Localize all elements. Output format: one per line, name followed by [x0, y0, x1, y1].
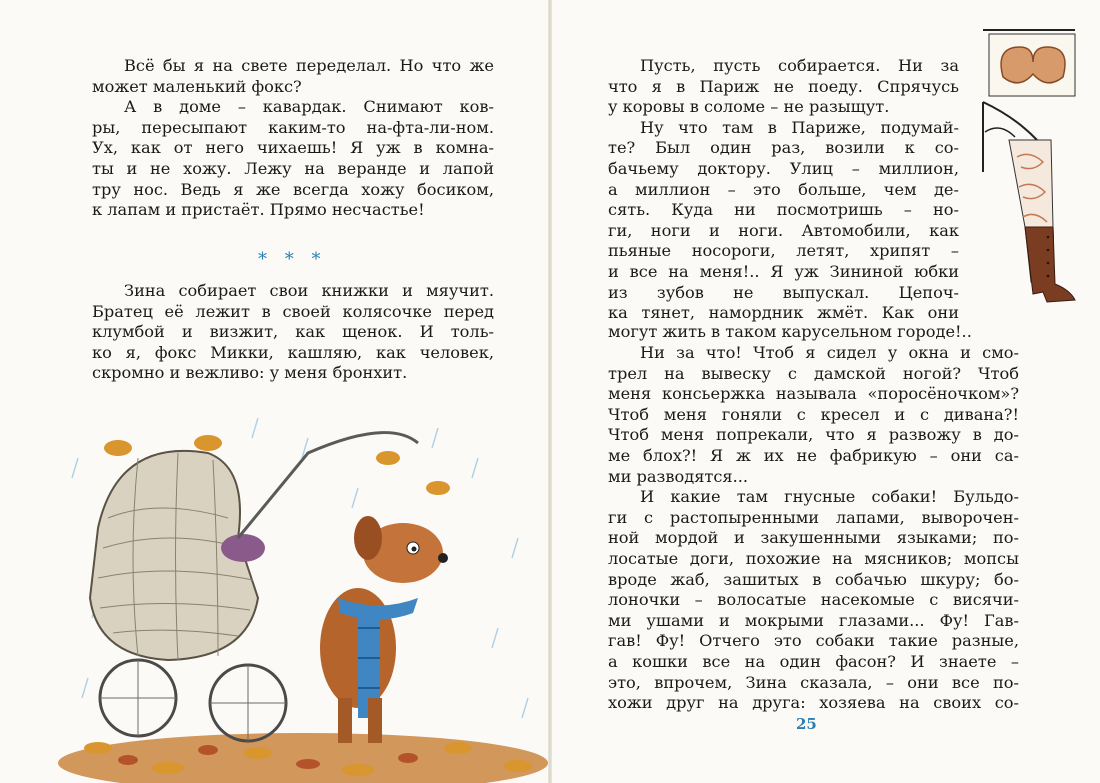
text-line: те? Был один раз, возили к со-	[608, 138, 959, 158]
text-line: Ну что там в Париже, подумай-	[640, 117, 959, 137]
text-line: Братец её лежит в своей колясочке перед	[92, 301, 494, 321]
text-line: сять. Куда ни посмотришь – но-	[608, 200, 959, 220]
text-line: ка тянет, намордник жмёт. Как они	[608, 303, 959, 323]
text-line: хожи друг на друга: хозяева на своих со-	[608, 693, 1019, 713]
section-separator: * * *	[258, 249, 327, 270]
right-text-block-main	[608, 322, 1019, 714]
right-text-block-top	[608, 56, 959, 324]
text-line: И какие там гнусные собаки! Бульдо-	[640, 487, 1019, 507]
text-line: ги, ноги и ноги. Автомобили, как	[608, 220, 959, 240]
text-line: у коровы в соломе – не разыщут.	[608, 97, 890, 117]
text-line: Зина собирает свои книжки и мяучит.	[124, 281, 494, 300]
left-text-block-top	[92, 56, 494, 221]
text-line: лоночки – волосатые насекомые с висячи-	[608, 590, 1019, 610]
text-line: ми разводятся...	[608, 466, 749, 486]
shop-sign-ladys-boot-illustration	[975, 22, 1085, 312]
text-line: Ни за что! Чтоб я сидел у окна и смо-	[640, 343, 1019, 362]
text-line: ми ушами и мокрыми глазами... Фу! Гав-	[608, 610, 1019, 630]
dog-with-pram-illustration	[58, 398, 548, 783]
text-line: ты и не хожу. Лежу на веранде и лапой	[92, 158, 494, 178]
text-line: скромно и вежливо: у меня бронхит.	[92, 363, 408, 383]
text-line: ры, пересыпают каким-то на-фта-ли-ном.	[92, 117, 494, 137]
left-page	[0, 0, 548, 783]
text-line: Ух, как от него чихаешь! Я уж в комна-	[92, 138, 494, 158]
text-line: лосатые доги, похожие на мясников; мопсы	[608, 548, 1019, 568]
text-line: из зубов не выпускал. Цепоч-	[608, 282, 959, 302]
text-line: бачьему доктору. Улиц – миллион,	[608, 158, 959, 178]
text-line: а миллион – это больше, чем де-	[608, 179, 959, 199]
text-line: пьяные носороги, летят, хрипят –	[608, 241, 959, 261]
text-line: а кошки все на один фасон? И знаете –	[608, 651, 1019, 671]
text-line: Чтоб меня попрекали, что я развожу в до-	[608, 425, 1019, 445]
text-line: к лапам и пристаёт. Прямо несчастье!	[92, 200, 425, 220]
text-line: меня консьержка называла «поросёночком»?	[608, 384, 1019, 404]
text-line: может маленький фокс?	[92, 76, 302, 96]
text-line: это, впрочем, Зина сказала, – они все по-	[608, 672, 1019, 692]
text-line: А в доме – кавардак. Снимают ков-	[124, 97, 494, 117]
text-line: что я в Париж не поеду. Спрячусь	[608, 76, 959, 96]
text-line: гав! Фу! Отчего это собаки такие разные,	[608, 631, 1019, 651]
text-line: тру нос. Ведь я же всегда хожу босиком,	[92, 179, 494, 199]
text-line: трел на вывеску с дамской ногой? Чтоб	[608, 363, 1019, 383]
text-line: могут жить в таком карусельном городе!..	[608, 322, 972, 342]
text-line: ко я, фокс Микки, кашляю, как человек,	[92, 342, 494, 362]
text-line: ной мордой и закушенными языками; по-	[608, 528, 1019, 548]
text-line: ги с растопыренными лапами, выворочен-	[608, 507, 1019, 527]
page-number: 25	[796, 715, 817, 733]
left-text-block-bottom	[92, 281, 494, 384]
text-line: Чтоб меня гоняли с кресел и с дивана?!	[608, 404, 1019, 424]
text-line: и все на меня!.. Я уж Зининой юбки	[608, 261, 959, 281]
text-line: клумбой и визжит, как щенок. И толь-	[92, 322, 494, 342]
text-line: Пусть, пусть собирается. Ни за	[640, 56, 959, 75]
text-line: ме блох?! Я ж их не фабрикую – они са-	[608, 445, 1019, 465]
text-line: вроде жаб, зашитых в собачью шкуру; бо-	[608, 569, 1019, 589]
text-line: Всё бы я на свете переделал. Но что же	[124, 56, 494, 75]
